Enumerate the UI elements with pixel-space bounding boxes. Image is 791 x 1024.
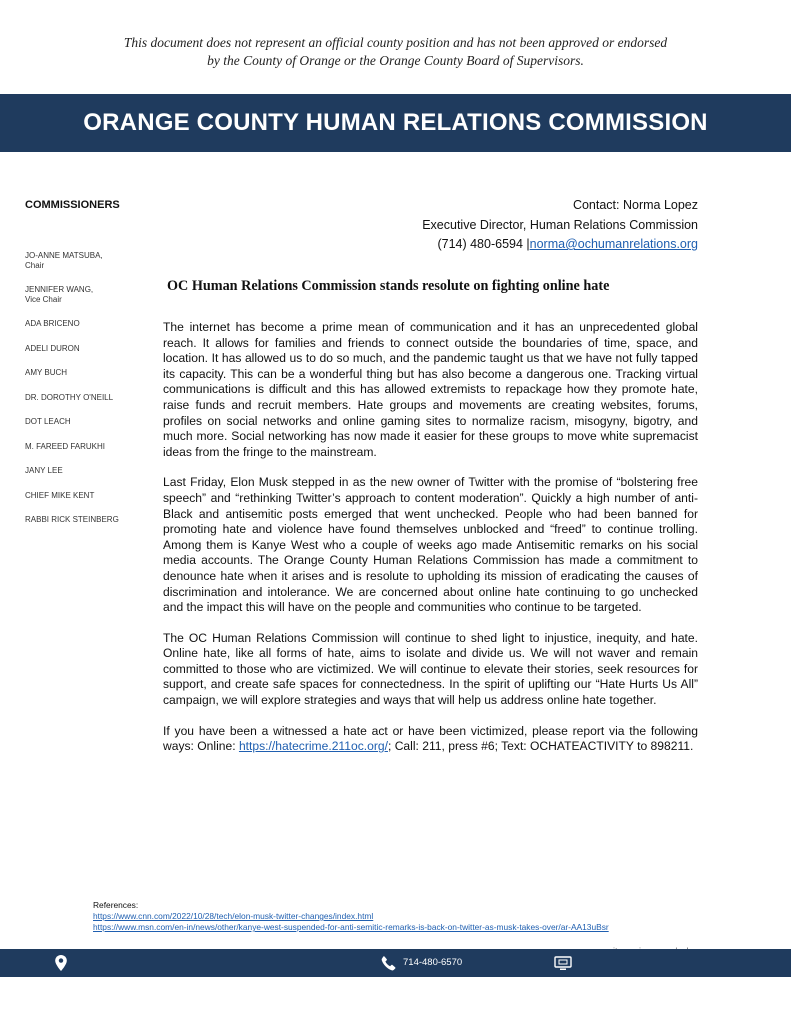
paragraph-3: The OC Human Relations Commission will continue to shed light to injustice, inequity, and hate. Online hate, like all forms of hate, aims to isolate and divide us. We will not waver and remain committed to those who are victimized. We will continue to elevate their stories, seek resources for support, and create safe spaces for connectedness. In the spirit of uplifting our “Hate Hurts Us All” campaign, we will explore strategies and ways that will help us address online hate together. bbox=[163, 630, 698, 708]
reference-link[interactable]: https://www.cnn.com/2022/10/28/tech/elon-musk-twitter-changes/index.html bbox=[93, 911, 374, 921]
contact-email-link[interactable]: norma@ochumanrelations.org bbox=[529, 237, 698, 251]
commissioner-item bbox=[25, 319, 155, 344]
commissioner-item bbox=[25, 368, 155, 393]
commissioners-heading: COMMISSIONERS bbox=[25, 199, 120, 211]
contact-phone: (714) 480-6594 | bbox=[437, 237, 530, 251]
footer-phone: 714-480-6570 bbox=[403, 957, 463, 968]
contact-name: Contact: Norma Lopez bbox=[572, 198, 698, 212]
contact-phone-email bbox=[422, 235, 698, 255]
commissioner-item bbox=[25, 491, 155, 516]
commissioner-item bbox=[25, 417, 155, 442]
paragraph-1: The internet has become a prime mean of communication and it has an unprecedented global reach. It allows for families and friends to connect outside the boundaries of time, space, and location. It has allowed us to do so much, and the pandemic taught us that we have not fully tapped its capacity. This can be a wonderful thing but has also become a dangerous one. Tracking virtual communications is difficult and this has allowed extremists to repackage how they promote hate, raise funds and recruit members. Hate groups and movements are creating websites, forums, profiles on social networks and online gaming sites to normalize racism, misogyny, bigotry, and much more. Social networking has now made it easier for these groups to move white supremacist ideas from the fringe to the mainstream. bbox=[163, 320, 698, 459]
commissioner-name: ADELI DURON bbox=[25, 343, 80, 353]
commissioners-list bbox=[25, 251, 155, 540]
article-body bbox=[163, 320, 698, 770]
commissioner-item bbox=[25, 285, 155, 319]
commissioner-name: RABBI RICK STEINBERG bbox=[25, 515, 119, 524]
disclaimer-line-2: by the County of Orange or the Orange County Board of Supervisors. bbox=[207, 53, 584, 68]
report-text-before: If you have been a witnessed a hate act or have been victimized, please report via the following ways: Online: bbox=[163, 723, 698, 754]
commissioner-item bbox=[25, 466, 155, 491]
commissioner-name: AMY BUCH bbox=[25, 368, 68, 377]
commissioner-role: Chair bbox=[25, 261, 45, 270]
contact-title: Executive Director, Human Relations Commission bbox=[422, 217, 698, 232]
contact-block bbox=[422, 196, 698, 255]
commissioner-name: ADA BRICENO bbox=[25, 319, 80, 328]
paragraph-2: Last Friday, Elon Musk stepped in as the new owner of Twitter with the promise of “bolstering free speech” and “rethinking Twitter’s approach to content moderation”. Quickly a high number of anti-Black and antisemitic posts emerged that went unchecked. People who had been banned for promoting hate and violence have found themselves unblocked and “freed” to continue trolling. Among them is Kanye West who a couple of weeks ago made Antisemitic remarks on his social media accounts. The Orange County Human Relations Commission has made a commitment to denounce hate when it arises and is resolute to upholding its mission of eradicating the causes of discrimination and intolerance. We are concerned about online hate continuing to go unchecked and the impact this will have on the people and communities who continue to be targeted. bbox=[163, 475, 698, 615]
references-label: References: bbox=[93, 900, 139, 910]
commissioners-sidebar bbox=[25, 199, 155, 540]
reference-link[interactable]: https://www.msn.com/en-in/news/other/kanye-west-suspended-for-anti-semitic-remarks-is-back-on-twitter-as-musk-takes-over/ar-AA13uBsr bbox=[93, 922, 609, 932]
commissioner-name: DR. DOROTHY O'NEILL bbox=[25, 392, 114, 402]
report-text-after: ; Call: 211, press #6; Text: OCHATEACTIVITY to 898211. bbox=[387, 739, 694, 754]
paragraph-4 bbox=[163, 724, 698, 755]
commissioner-role: Vice Chair bbox=[25, 295, 62, 304]
page-headline: OC Human Relations Commission stands resolute on fighting online hate bbox=[167, 278, 610, 294]
footer-bar bbox=[0, 949, 791, 977]
references bbox=[93, 900, 653, 933]
disclaimer-line-1: This document does not represent an official county position and has not been approved or endorsed bbox=[123, 35, 668, 50]
commissioner-name: M. FAREED FARUKHI bbox=[25, 441, 106, 451]
monitor-icon bbox=[554, 956, 572, 971]
location-pin-icon bbox=[54, 955, 68, 971]
commissioner-name: DOT LEACH bbox=[25, 417, 71, 426]
commissioner-item bbox=[25, 515, 155, 540]
commissioner-item bbox=[25, 251, 155, 285]
commissioner-item bbox=[25, 344, 155, 369]
commissioner-name: JANY LEE bbox=[25, 466, 63, 475]
commissioner-item bbox=[25, 393, 155, 418]
commissioner-name: JENNIFER WANG, bbox=[25, 285, 94, 294]
title-banner bbox=[0, 94, 791, 152]
commissioner-item bbox=[25, 442, 155, 467]
banner-title: ORANGE COUNTY HUMAN RELATIONS COMMISSION bbox=[83, 109, 708, 136]
disclaimer bbox=[0, 34, 791, 70]
phone-icon bbox=[381, 955, 397, 971]
commissioner-name: CHIEF MIKE KENT bbox=[25, 490, 95, 500]
commissioner-name: JO-ANNE MATSUBA, bbox=[25, 251, 103, 260]
hatecrime-link[interactable]: https://hatecrime.211oc.org/ bbox=[238, 739, 388, 754]
